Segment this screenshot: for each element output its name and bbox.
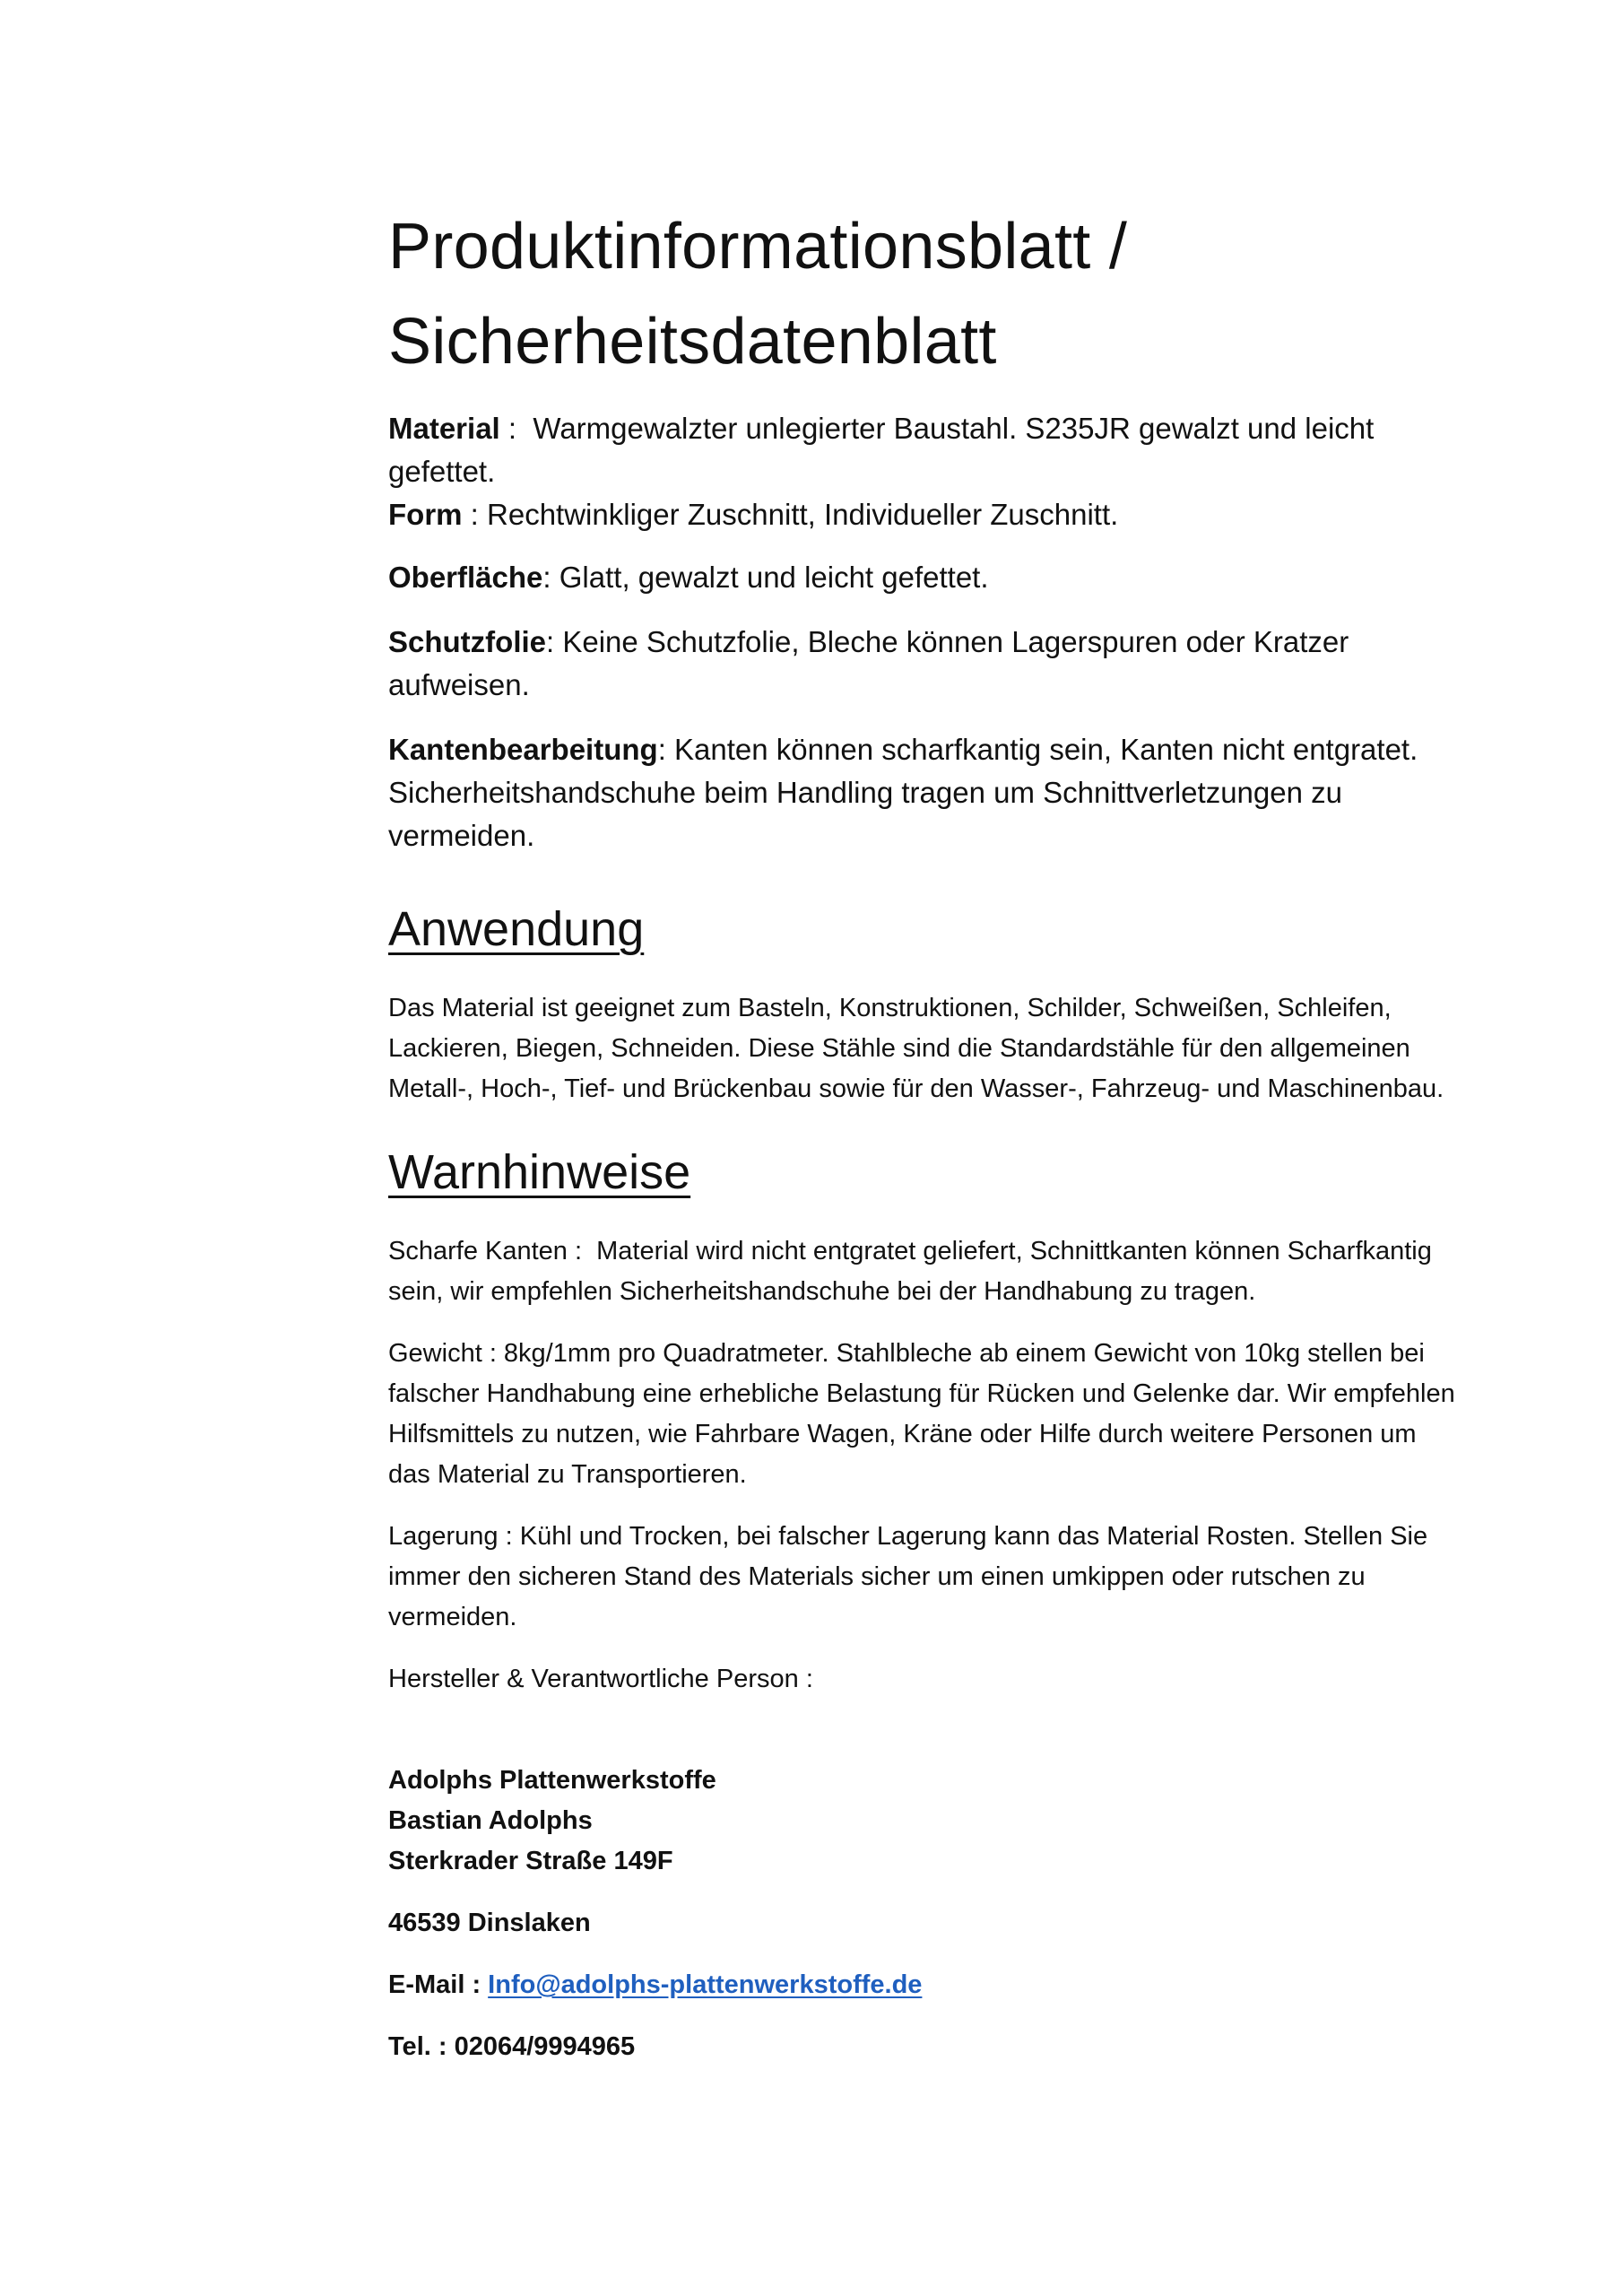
title-line-1: Produktinformationsblatt /	[388, 211, 1128, 283]
field-form-label: Form	[388, 498, 463, 531]
field-material	[388, 407, 1455, 493]
anwendung-text: Das Material ist geeignet zum Basteln, Konstruktionen, Schilder, Schweißen, Schleifen, Lackieren, Biegen, Schneiden. Diese Stähle sind die Standardstähle für den allgemeinen Metall-, Hoch-, Tief- und Brückenbau sowie für den Wasser-, Fahrzeug- und Maschinenbau.	[388, 994, 1444, 1103]
contact-block	[388, 1761, 1455, 2067]
warnhinweis-lagerung: Lagerung : Kühl und Trocken, bei falscher Lagerung kann das Material Rosten. Stellen Sie immer den sicheren Stand des Materials sicher um einen umkippen oder rutschen zu vermeiden.	[388, 1522, 1428, 1631]
field-form	[388, 493, 1455, 536]
field-oberflaeche	[388, 556, 1455, 599]
contact-email-line	[388, 1965, 1455, 2005]
field-form-value: Rechtwinkliger Zuschnitt, Individueller Zuschnitt.	[487, 498, 1119, 531]
section-heading-anwendung: Anwendung	[388, 902, 645, 956]
contact-street: Sterkrader Straße 149F	[388, 1847, 673, 1875]
field-kantenbearbeitung-sep: :	[657, 733, 675, 766]
warnhinweis-gewicht: Gewicht : 8kg/1mm pro Quadratmeter. Stahlbleche ab einem Gewicht von 10kg stellen bei falscher Handhabung eine erhebliche Belastung für Rücken und Gelenke dar. Wir empfehlen Hilfsmittels zu nutzen, wie Fahrbare Wagen, Kräne oder Hilfe durch weitere Personen um das Material zu Transportieren.	[388, 1339, 1455, 1489]
field-oberflaeche-label: Oberfläche	[388, 561, 543, 594]
contact-city: 46539 Dinslaken	[388, 1909, 591, 1937]
page-title	[388, 199, 1455, 389]
field-schutzfolie	[388, 621, 1455, 707]
field-material-sep: :	[499, 412, 533, 445]
field-material-value: Warmgewalzter unlegierter Baustahl. S235JR gewalzt und leicht gefettet.	[388, 412, 1375, 488]
section-heading-warnhinweise: Warnhinweise	[388, 1145, 691, 1199]
field-kantenbearbeitung	[388, 728, 1455, 857]
document-page	[388, 199, 1455, 2067]
hersteller-label: Hersteller & Verantwortliche Person :	[388, 1665, 813, 1693]
contact-email-link[interactable]: Info@adolphs-plattenwerkstoffe.de	[488, 1970, 923, 1999]
contact-company: Adolphs Plattenwerkstoffe	[388, 1766, 716, 1795]
field-kantenbearbeitung-label: Kantenbearbeitung	[388, 733, 658, 766]
field-schutzfolie-sep: :	[546, 625, 563, 658]
field-oberflaeche-value: Glatt, gewalzt und leicht gefettet.	[559, 561, 989, 594]
contact-email-label: E-Mail :	[388, 1970, 489, 1999]
field-form-sep: :	[462, 498, 488, 531]
field-material-label: Material	[388, 412, 500, 445]
contact-phone: Tel. : 02064/9994965	[388, 2032, 636, 2061]
warnhinweis-scharfe-kanten: Scharfe Kanten : Material wird nicht entgratet geliefert, Schnittkanten können Scharfkantig sein, wir empfehlen Sicherheitshandschuhe bei der Handhabung zu tragen.	[388, 1237, 1439, 1306]
field-schutzfolie-value: Keine Schutzfolie, Bleche können Lagerspuren oder Kratzer aufweisen.	[388, 625, 1349, 701]
contact-person: Bastian Adolphs	[388, 1806, 593, 1835]
field-kantenbearbeitung-value: Kanten können scharfkantig sein, Kanten nicht entgratet. Sicherheitshandschuhe beim Handling tragen um Schnittverletzungen zu vermeiden.	[388, 733, 1418, 852]
field-schutzfolie-label: Schutzfolie	[388, 625, 547, 658]
title-line-2: Sicherheitsdatenblatt	[388, 306, 997, 378]
field-oberflaeche-sep: :	[542, 561, 559, 594]
